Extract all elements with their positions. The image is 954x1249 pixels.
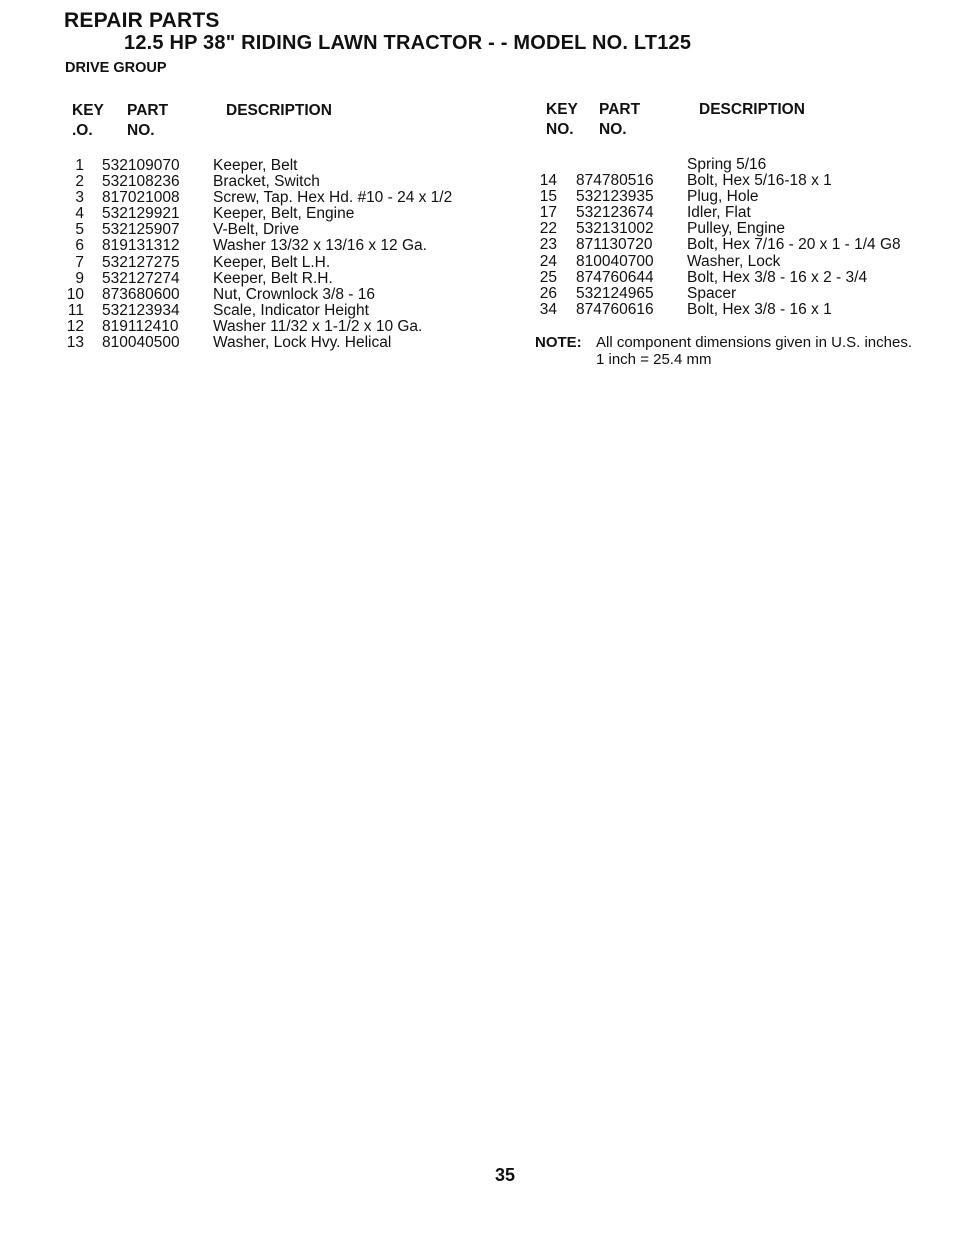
page-subtitle: 12.5 HP 38" RIDING LAWN TRACTOR - - MODEL NO. LT125 xyxy=(124,32,692,54)
note-label: NOTE: xyxy=(535,334,582,351)
part-description: Spacer xyxy=(687,284,737,302)
part-description: Keeper, Belt xyxy=(213,157,298,174)
part-description: Keeper, Belt L.H. xyxy=(213,253,331,271)
part-number: 810040500 xyxy=(102,334,180,352)
table-row xyxy=(64,303,504,319)
note-line-dimensions: All component dimensions given in U.S. inches. xyxy=(596,334,912,351)
key-number: 3 xyxy=(75,189,84,207)
key-number: 24 xyxy=(539,252,557,270)
part-number: 819131312 xyxy=(102,237,180,255)
part-description: Plug, Hole xyxy=(687,188,759,206)
key-number: 15 xyxy=(539,188,557,206)
key-number: 25 xyxy=(539,268,557,286)
part-description: Keeper, Belt, Engine xyxy=(213,205,355,223)
part-number: 532123934 xyxy=(102,301,180,319)
part-number: 874760644 xyxy=(576,268,654,286)
key-number: 22 xyxy=(539,220,557,238)
table-row xyxy=(535,270,945,286)
part-description: Scale, Indicator Height xyxy=(213,301,369,319)
table-row xyxy=(535,221,945,237)
key-number: 34 xyxy=(539,300,557,318)
key-number: 12 xyxy=(66,317,84,335)
part-number: 532129921 xyxy=(102,205,180,223)
table-row xyxy=(535,302,945,318)
table-row xyxy=(64,158,504,174)
group-heading: DRIVE GROUP xyxy=(65,60,167,76)
left-parts-table xyxy=(64,158,504,351)
part-description: Bolt, Hex 3/8 - 16 x 2 - 3/4 xyxy=(687,268,868,286)
part-number: 532127274 xyxy=(102,269,180,287)
table-row xyxy=(535,173,945,189)
part-description: Bolt, Hex 5/16-18 x 1 xyxy=(687,172,832,190)
key-number: 5 xyxy=(75,221,84,239)
right-col-key-header: KEY NO. xyxy=(546,101,578,138)
part-description: Bolt, Hex 3/8 - 16 x 1 xyxy=(687,300,832,318)
part-description: Spring 5/16 xyxy=(687,156,767,173)
table-row xyxy=(64,335,504,351)
part-number: 819112410 xyxy=(102,317,179,335)
part-description: Bracket, Switch xyxy=(213,173,320,191)
part-number: 532124965 xyxy=(576,284,654,302)
right-parts-table xyxy=(535,157,945,318)
key-number: 1 xyxy=(75,157,84,174)
key-number: 11 xyxy=(67,301,84,319)
left-col-part-header: PART NO. xyxy=(127,102,169,139)
key-number: 6 xyxy=(75,237,84,255)
table-row xyxy=(64,255,504,271)
table-row xyxy=(64,222,504,238)
part-number: 810040700 xyxy=(576,252,654,270)
part-description: Idler, Flat xyxy=(687,204,751,222)
part-description: Bolt, Hex 7/16 - 20 x 1 - 1/4 G8 xyxy=(687,236,901,254)
part-number: 532123935 xyxy=(576,188,654,206)
key-number: 10 xyxy=(66,285,84,303)
key-number: 4 xyxy=(75,205,84,223)
table-row xyxy=(535,205,945,221)
part-description: Washer 13/32 x 13/16 x 12 Ga. xyxy=(213,237,427,255)
table-row xyxy=(535,189,945,205)
part-number: 532123674 xyxy=(576,204,654,222)
part-description: Washer, Lock Hvy. Helical xyxy=(213,334,392,352)
page-number: 35 xyxy=(494,1165,516,1185)
table-row xyxy=(64,190,504,206)
part-number: 817021008 xyxy=(102,189,180,207)
part-number: 532127275 xyxy=(102,253,180,271)
page-title: REPAIR PARTS xyxy=(64,9,220,32)
left-col-key-header: KEY .O. xyxy=(72,102,104,139)
table-row xyxy=(64,238,504,254)
part-number: 871130720 xyxy=(576,236,653,254)
table-row xyxy=(64,319,504,335)
right-col-desc-header: DESCRIPTION xyxy=(699,101,805,118)
key-number: 26 xyxy=(539,284,557,302)
table-row xyxy=(64,174,504,190)
table-row xyxy=(64,271,504,287)
part-description: Pulley, Engine xyxy=(687,220,785,238)
table-row xyxy=(535,286,945,302)
part-number: 874780516 xyxy=(576,172,654,190)
right-col-part-header: PART NO. xyxy=(599,101,641,138)
part-number: 532131002 xyxy=(576,220,654,238)
key-number: 13 xyxy=(66,334,84,352)
part-number: 532108236 xyxy=(102,173,180,191)
part-number: 873680600 xyxy=(102,285,180,303)
left-col-desc-header: DESCRIPTION xyxy=(226,102,332,119)
part-description: Keeper, Belt R.H. xyxy=(213,269,333,287)
part-number: 874760616 xyxy=(576,300,654,318)
part-description: Washer 11/32 x 1-1/2 x 10 Ga. xyxy=(213,317,423,335)
table-row xyxy=(64,287,504,303)
table-row xyxy=(535,237,945,253)
part-description: V-Belt, Drive xyxy=(213,221,300,239)
key-number: 7 xyxy=(75,253,84,271)
part-number: 532125907 xyxy=(102,221,180,239)
note-text xyxy=(596,334,912,368)
key-number: 14 xyxy=(539,172,557,190)
part-number: 532109070 xyxy=(102,157,180,174)
part-description: Washer, Lock xyxy=(687,252,781,270)
key-number: 2 xyxy=(75,173,84,191)
key-number: 23 xyxy=(539,236,557,254)
part-description: Screw, Tap. Hex Hd. #10 - 24 x 1/2 xyxy=(213,189,453,207)
note-line-conversion: 1 inch = 25.4 mm xyxy=(596,351,712,368)
table-row xyxy=(535,254,945,270)
table-row xyxy=(64,206,504,222)
table-row xyxy=(535,157,945,173)
key-number: 17 xyxy=(539,204,557,222)
part-description: Nut, Crownlock 3/8 - 16 xyxy=(213,285,375,303)
key-number: 9 xyxy=(75,269,84,287)
